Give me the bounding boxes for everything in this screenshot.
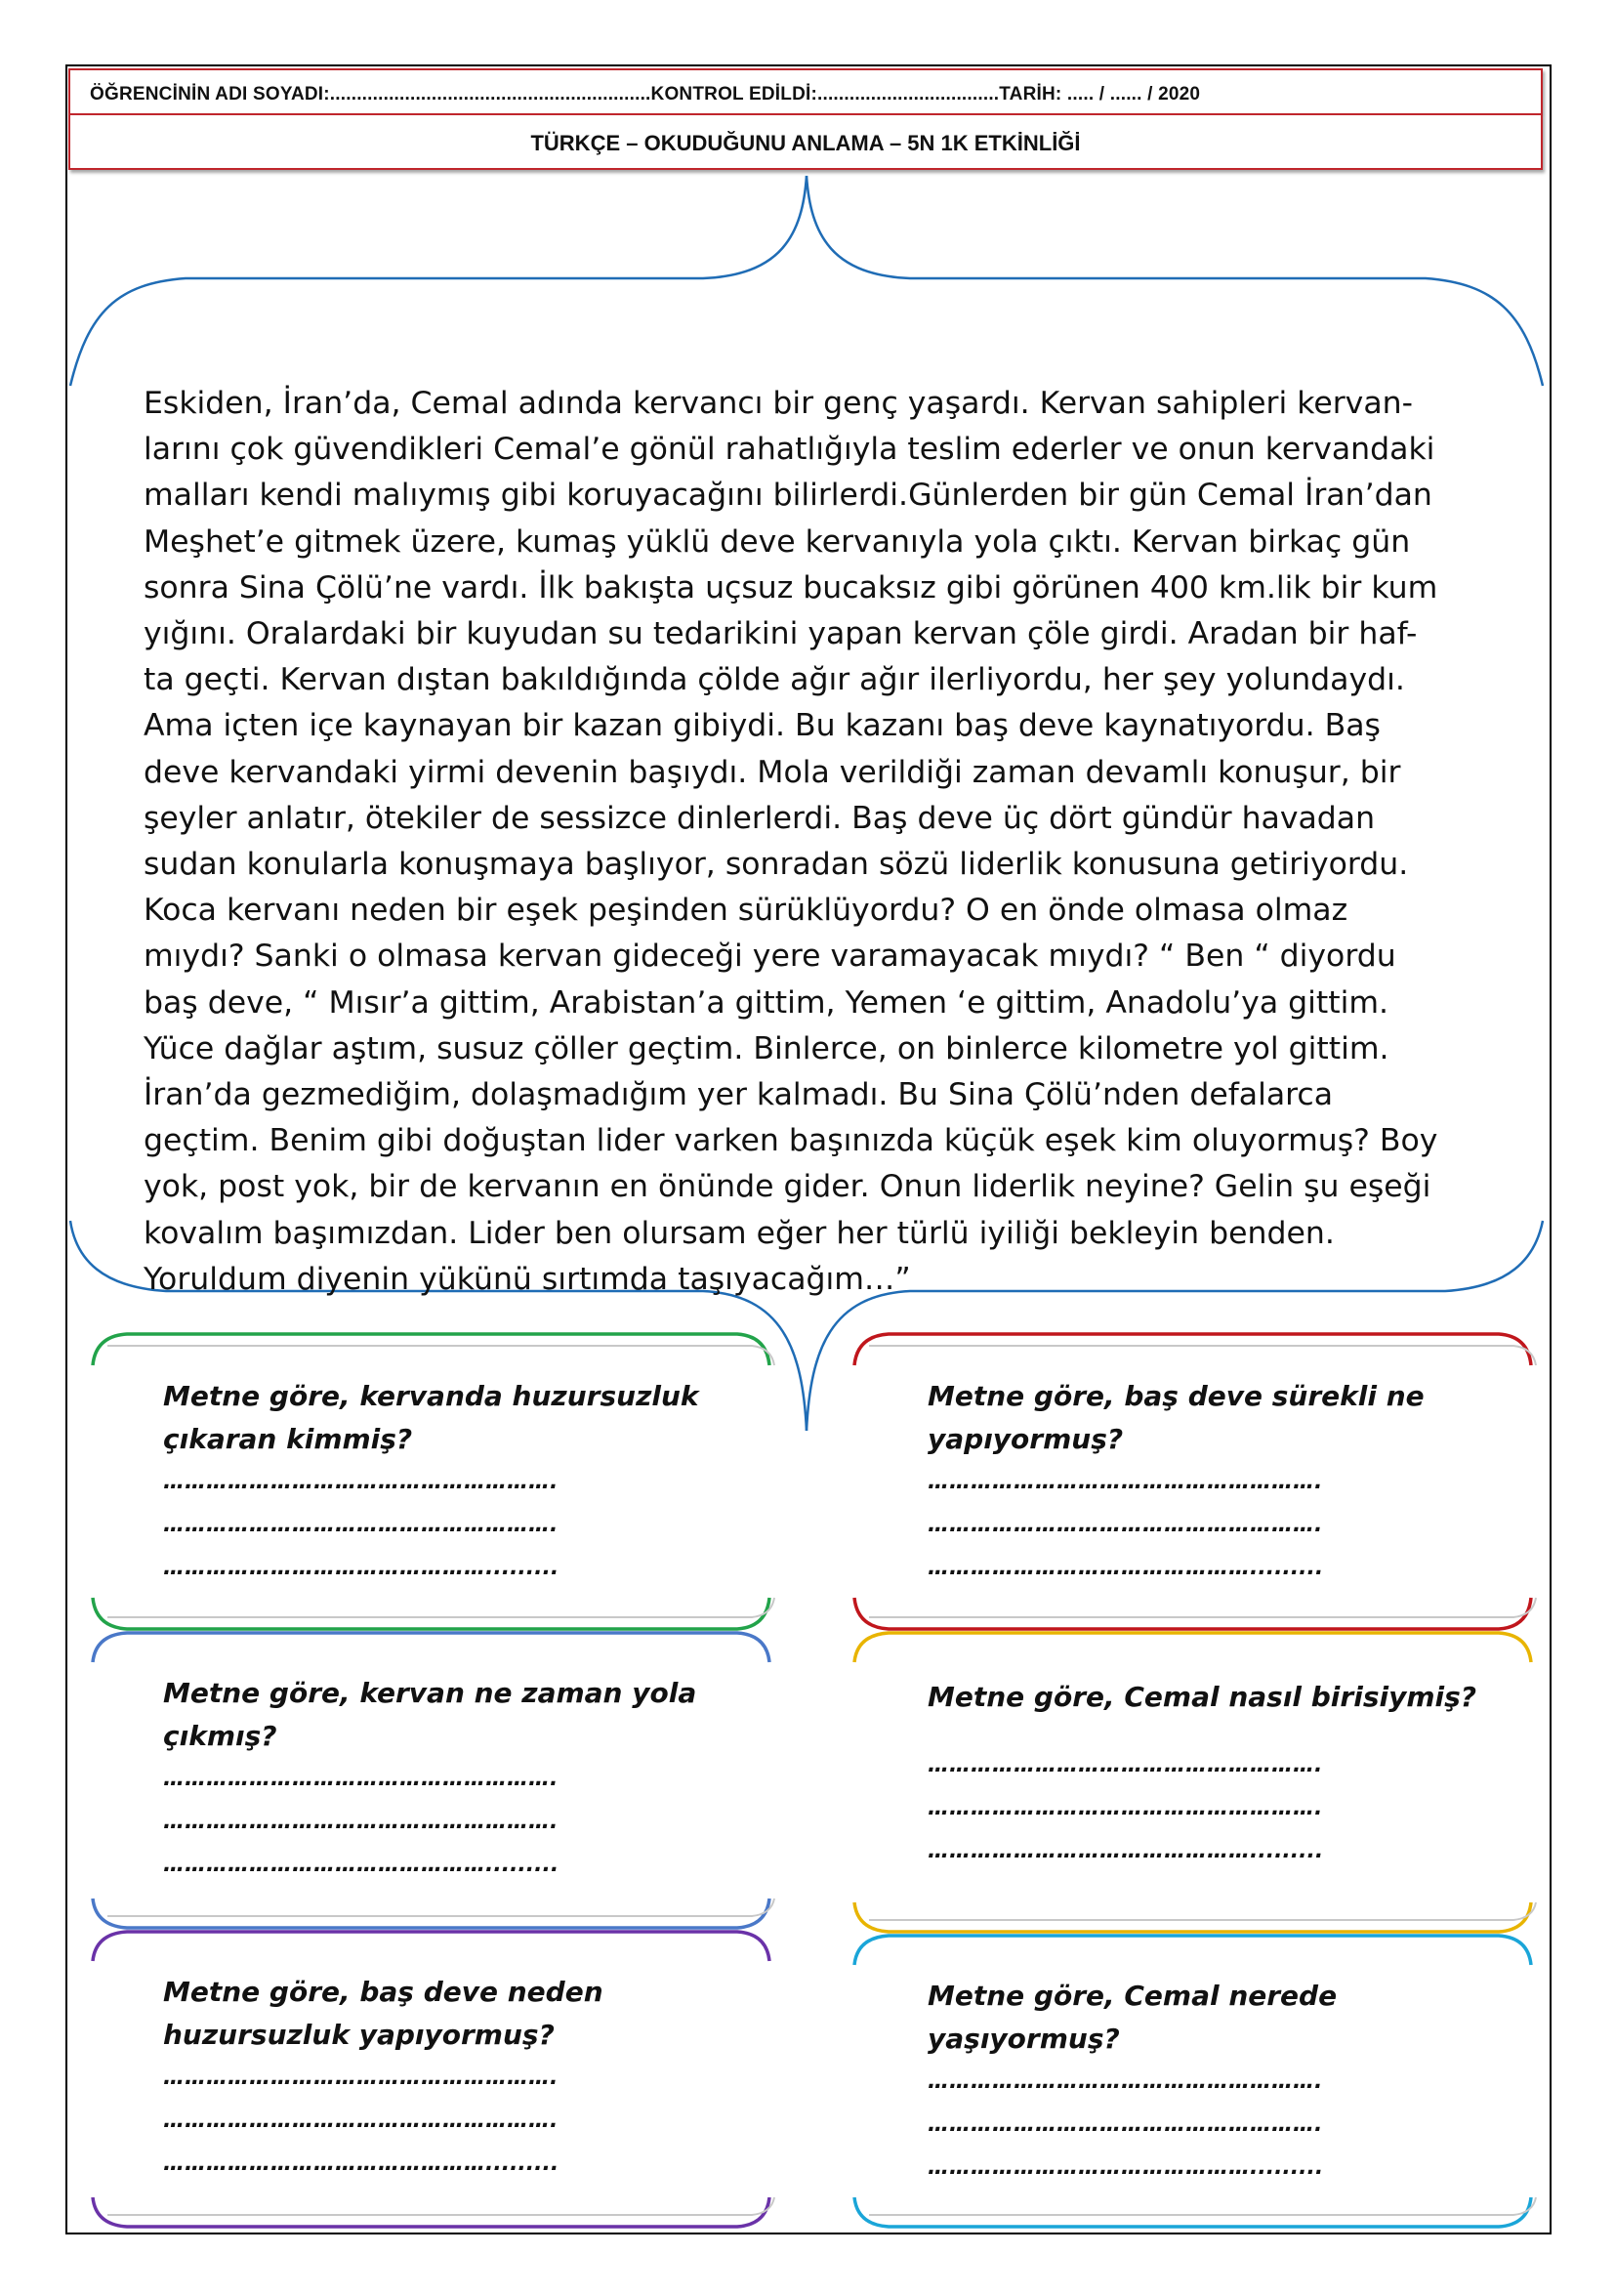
answer-line[interactable]: ………………………………………………. (163, 1810, 559, 1834)
answer-line[interactable]: ………………………………………………. (163, 1470, 559, 1494)
passage-line: yığını. Oralardaki bir kuyudan su tedarikini yapan kervan çöle girdi. Aradan bir haf- (144, 616, 1418, 652)
passage-line: Yoruldum diyenin yükünü sırtımda taşıyacağım…” (144, 1261, 911, 1297)
q1-bottom-bracket (93, 1598, 769, 1629)
q5-top-bracket (93, 1932, 769, 1961)
passage-line: Yüce dağlar aştım, susuz çöller geçtim. Binlerce, on binlerce kilometre yol gittim. (144, 1030, 1389, 1066)
q6-top-bracket (854, 1936, 1531, 1965)
passage-line: Ama içten içe kaynayan bir kazan gibiydi. Bu kazanı baş deve kaynatıyordu. Baş (144, 708, 1381, 744)
answer-line[interactable]: ………………………………………………. (928, 2112, 1323, 2137)
q5-bottom-bracket (93, 2197, 769, 2227)
answer-line[interactable]: ………………………………………......... (163, 2151, 559, 2176)
passage-line: larını çok güvendikleri Cemal’e gönül rahatlığıyla teslim ederler ve onun kervandaki (144, 432, 1435, 468)
question-2 (928, 1375, 1494, 1590)
answer-line[interactable]: ………………………………………………. (928, 2069, 1323, 2094)
question-1-text: Metne göre, kervanda huzursuzluk çıkaran kimmiş? (163, 1380, 699, 1455)
q6-bottom-bracket (854, 2197, 1531, 2227)
worksheet-title: TÜRKÇE – OKUDUĞUNU ANLAMA – 5N 1K ETKİNLİĞİ (530, 131, 1081, 155)
answer-line[interactable]: ………………………………………......... (163, 1556, 559, 1580)
passage-line: sudan konularla konuşmaya başlıyor, sonradan sözü liderlik konusuna getiriyordu. (144, 847, 1409, 883)
passage-line: şeyler anlatır, ötekiler de sessizce dinlerlerdi. Baş deve üç dört gündür havadan (144, 800, 1376, 836)
question-2-text: Metne göre, baş deve sürekli ne yapıyormuş? (928, 1380, 1425, 1455)
q3-top-bracket (93, 1633, 769, 1662)
passage-line: sonra Sina Çölü’ne vardı. İlk bakışta uçsuz bucaksız gibi görünen 400 km.lik bir kum (144, 569, 1438, 605)
passage-line: deve kervandaki yirmi devenin başıydı. Mola verildiği zaman devamlı konuşur, bir (144, 754, 1401, 790)
answer-line[interactable]: ………………………………………………. (163, 1767, 559, 1791)
q1-top-bracket (93, 1334, 769, 1365)
question-4-text: Metne göre, Cemal nasıl birisiymiş? (928, 1681, 1477, 1713)
question-3 (163, 1672, 729, 1887)
answer-line[interactable]: ………………………………………......... (928, 1556, 1324, 1580)
passage-line: Meşhet’e gitmek üzere, kumaş yüklü deve kervanıyla yola çıktı. Kervan birkaç gün (144, 523, 1411, 560)
story-passage (144, 381, 1471, 1303)
passage-line: kovalım başımızdan. Lider ben olursam eğer her türlü iyiliği bekleyin benden. (144, 1215, 1335, 1251)
q2-bottom-bracket (854, 1598, 1531, 1629)
answer-line[interactable]: ………………………………………………. (163, 2108, 559, 2133)
passage-line: Eskiden, İran’da, Cemal adında kervancı bir genç yaşardı. Kervan sahipleri kervan- (144, 386, 1413, 421)
q2-top-bracket (854, 1334, 1531, 1365)
q3-bottom-bracket (93, 1899, 769, 1928)
answer-line[interactable]: ………………………………………………. (928, 1753, 1323, 1777)
answer-line[interactable]: ………………………………………………. (928, 1470, 1323, 1494)
answer-line[interactable]: ………………………………………………. (163, 2066, 559, 2090)
q4-bottom-bracket (854, 1902, 1531, 1932)
question-1 (163, 1375, 729, 1590)
answer-line[interactable]: ………………………………………......... (928, 1839, 1324, 1863)
answer-line[interactable]: ………………………………………......... (163, 1853, 559, 1877)
passage-line: mıydı? Sanki o olmasa kervan gideceği yere varamayacak mıydı? “ Ben “ diyordu (144, 939, 1396, 975)
answer-line[interactable]: ………………………………………......... (928, 2155, 1324, 2180)
answer-line[interactable]: ………………………………………………. (163, 1513, 559, 1537)
passage-line: yok, post yok, bir de kervanın en önünde gider. Onun liderlik neyine? Gelin şu eşeği (144, 1169, 1431, 1205)
question-3-text: Metne göre, kervan ne zaman yola çıkmış? (163, 1677, 697, 1752)
answer-line[interactable]: ………………………………………………. (928, 1796, 1323, 1820)
passage-line: Koca kervanı neden bir eşek peşinden sürüklüyordu? O en önde olmasa olmaz (144, 893, 1348, 929)
question-4 (928, 1676, 1494, 1873)
passage-line: malları kendi malıymış gibi koruyacağını bilirlerdi.Günlerden bir gün Cemal İran’dan (144, 478, 1432, 514)
question-6-text: Metne göre, Cemal nerede yaşıyormuş? (928, 1980, 1338, 2055)
question-5-text: Metne göre, baş deve neden huzursuzluk yapıyormuş? (163, 1976, 603, 2051)
answer-line[interactable]: ………………………………………………. (928, 1513, 1323, 1537)
passage-line: ta geçti. Kervan dıştan bakıldığında çölde ağır ağır ilerliyordu, her şey yolundaydı. (144, 662, 1405, 698)
passage-line: İran’da gezmediğim, dolaşmadığım yer kalmadı. Bu Sina Çölü’nden defalarca (144, 1077, 1334, 1113)
question-6 (928, 1975, 1494, 2190)
passage-line: baş deve, “ Mısır’a gittim, Arabistan’a gittim, Yemen ‘e gittim, Anadolu’ya gittim. (144, 984, 1389, 1021)
student-info-line: ÖĞRENCİNİN ADI SOYADI:............................................................KONTROL EDİLDİ:..................................TARİH: ..... / ...... / 2020 (90, 84, 1201, 104)
passage-line: geçtim. Benim gibi doğuştan lider varken başınızda küçük eşek kim oluyormuş? Boy (144, 1123, 1438, 1159)
question-5 (163, 1971, 729, 2186)
q4-top-bracket (854, 1633, 1531, 1662)
